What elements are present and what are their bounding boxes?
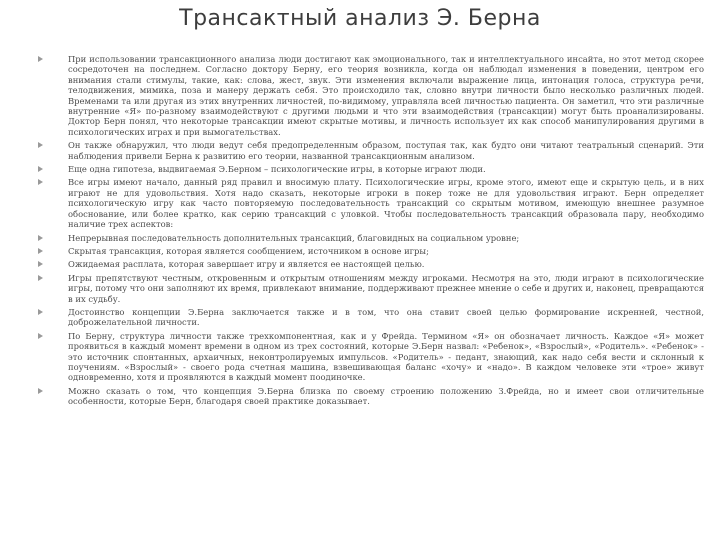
list-item xyxy=(38,307,704,328)
list-item xyxy=(38,246,704,256)
triangle-bullet-icon xyxy=(38,166,43,172)
list-item-text: Непрерывная последовательность дополнительных трансакций, благовидных на социальном уровне; xyxy=(68,232,520,243)
triangle-bullet-icon xyxy=(38,333,43,339)
list-item-text: Он также обнаружил, что люди ведут себя предопределенным образом, поступая так, как будто они читают театральный сценарий. Эти наблюдения привели Берна к развитию его теории, названной трансакционным анализом. xyxy=(68,140,704,161)
list-item xyxy=(38,177,704,229)
triangle-bullet-icon xyxy=(38,56,43,62)
list-item xyxy=(38,164,704,174)
list-item xyxy=(38,386,704,407)
bullet-list xyxy=(38,54,704,410)
list-item-text: Еще одна гипотеза, выдвигаемая Э.Берном – психологические игры, в которые играют люди. xyxy=(68,164,486,175)
triangle-bullet-icon xyxy=(38,142,43,148)
list-item-text: Ожидаемая расплата, которая завершает игру и является ее настоящей целью. xyxy=(68,259,425,270)
list-item xyxy=(38,233,704,243)
triangle-bullet-icon xyxy=(38,179,43,185)
list-item-text: Достоинство концепции Э.Берна заключается также и в том, что она ставит своей целью формирование искренней, честной, доброжелательной личности. xyxy=(68,306,704,328)
list-item xyxy=(38,273,704,304)
list-item-text: Все игры имеют начало, данный ряд правил и вносимую плату. Психологические игры, кроме этого, имеют еще и скрытую цель, и в них играют не для удовольствия. Хотя надо сказать, некоторые игроки в покер тоже не для удовольствия играют. Берн определяет психологическую игру как часто повторяемую последовательность трансакций со скрытым мотивом, имеющую внешнее разумное обоснование, или более кратко, как серию трансакций с уловкой. Чтобы последовательность трансакций образовала пару, необходимо наличие трех аспектов: xyxy=(68,177,704,230)
triangle-bullet-icon xyxy=(38,388,43,394)
list-item-text: Игры препятствуют честным, откровенным и открытым отношениям между игроками. Несмотря на это, люди играют в психологические игры, потому что они заполняют их время, привлекают внимание, поддерживают прежнее мнение о себе и других и, наконец, превращаются в их судьбу. xyxy=(68,272,704,304)
list-item xyxy=(38,331,704,383)
list-item-text: По Берну, структура личности также трехкомпонентная, как и у Фрейда. Термином «Я» он обозначает личность. Каждое «Я» может проявиться в каждый момент времени в одном из трех состояний, которые Э.Берн назвал: «Ребенок», «Взрослый», «Родитель». «Ребенок» - это источник спонтанных, архаичных, неконтролируемых импульсов. «Родитель» - педант, знающий, как надо себя вести и склонный к поучениям. «Взрослый» - своего рода счетная машина, взвешивающая баланс «хочу» и «надо». В каждом человеке эти «трое» живут одновременно, хотя и проявляются в каждый момент поодиночке. xyxy=(68,330,704,383)
list-item xyxy=(38,259,704,269)
slide-title: Трансактный анализ Э. Берна xyxy=(179,6,541,31)
list-item xyxy=(38,54,704,137)
list-item xyxy=(38,140,704,161)
list-item-text: Скрытая трансакция, которая является сообщением, источником в основе игры; xyxy=(68,245,429,256)
list-item-text: При использовании трансакционного анализа люди достигают как эмоционального, так и интеллектуального инсайта, но этот метод скорее сосредоточен на последнем. Согласно доктору Берну, его теория возникла, когда он наблюдал изменения в поведении, центром его внимания стали стимулы, такие, как: слова, жест, звук. Эти изменения включали выражение лица, интонация голоса, структура речи, телодвижения, мимика, поза и манеру держать себя. Это происходило так, словно внутри личности было несколько различных людей. Временами та или другая из этих внутренних личностей, по-видимому, управляла всей личностью пациента. Он заметил, что эти различные внутренние «Я» по-разному взаимодействуют с другими людьми и что эти взаимодействия (трансакции) могут быть проанализированы. Доктор Берн понял, что некоторые трансакции имеют скрытые мотивы, и личность использует их как способ манипулирования другими в психологических играх и при вымогательствах. xyxy=(68,54,704,137)
list-item-text: Можно сказать о том, что концепция Э.Берна близка по своему строению положению З.Фрейда, но и имеет свои отличительные особенности, которые Берн, благодаря своей практике доказывает. xyxy=(68,385,704,407)
triangle-bullet-icon xyxy=(38,235,43,241)
triangle-bullet-icon xyxy=(38,309,43,315)
triangle-bullet-icon xyxy=(38,248,43,254)
triangle-bullet-icon xyxy=(38,261,43,267)
triangle-bullet-icon xyxy=(38,275,43,281)
